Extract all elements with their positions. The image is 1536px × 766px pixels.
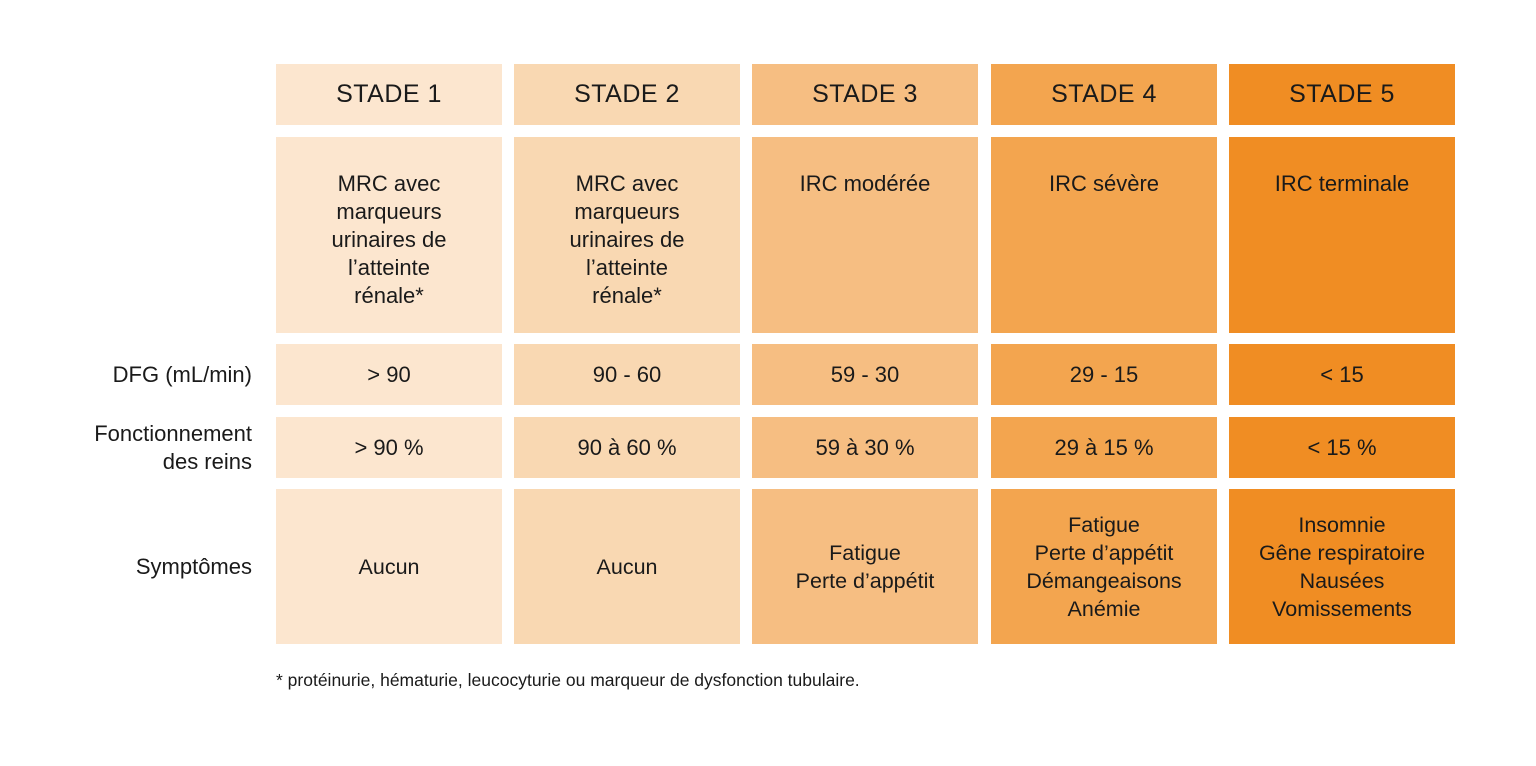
stage-fonctionnement-value: > 90 % [354, 434, 424, 460]
stage-4-dfg [991, 344, 1217, 405]
stage-1-fonctionnement [276, 417, 502, 478]
stage-symptom-line: Fatigue [829, 540, 901, 565]
stage-symptom-line: Perte d’appétit [795, 568, 935, 593]
stage-description-line: l’atteinte [348, 255, 430, 280]
stage-1-dfg [276, 344, 502, 405]
stage-symptom-line: Démangeaisons [1026, 568, 1182, 593]
row-label-dfg [113, 344, 252, 405]
stage-symptom-line: Nausées [1299, 568, 1385, 593]
stage-2-description [514, 137, 740, 333]
stage-fonctionnement-value: 90 à 60 % [577, 434, 677, 460]
stage-description-line: IRC terminale [1274, 171, 1410, 196]
stage-dfg-value: 90 - 60 [592, 361, 662, 387]
row-label-symptomes [136, 489, 252, 644]
stage-3-description [752, 137, 978, 333]
stage-header-label: STADE 2 [574, 80, 680, 108]
stage-5-description [1229, 137, 1455, 333]
stage-5-symptomes [1229, 489, 1455, 644]
stage-symptom-line: Anémie [1067, 596, 1141, 621]
stage-3-header [752, 64, 978, 125]
stage-fonctionnement-value: < 15 % [1307, 434, 1377, 460]
stage-5-header [1229, 64, 1455, 125]
stage-2-fonctionnement [514, 417, 740, 478]
row-label-line: Symptômes [135, 553, 252, 579]
row-label-line: Fonctionnement [94, 420, 252, 446]
stage-4-fonctionnement [991, 417, 1217, 478]
stage-description-line: marqueurs [574, 199, 680, 224]
stage-5-fonctionnement [1229, 417, 1455, 478]
stage-description-line: l’atteinte [586, 255, 668, 280]
stage-dfg-value: > 90 [367, 361, 411, 387]
stage-description-line: urinaires de [569, 227, 685, 252]
stage-dfg-value: 29 - 15 [1069, 361, 1139, 387]
row-label-fonctionnement [94, 417, 252, 478]
stage-description-line: rénale* [592, 283, 662, 308]
stage-4-description [991, 137, 1217, 333]
stage-1-description [276, 137, 502, 333]
stage-description-line: IRC sévère [1048, 171, 1160, 196]
stage-symptom-line: Gêne respiratoire [1258, 540, 1426, 565]
row-label-line: DFG (mL/min) [112, 361, 252, 387]
stage-symptom-line: Aucun [358, 554, 420, 579]
stage-4-header [991, 64, 1217, 125]
stage-4-symptomes [991, 489, 1217, 644]
stage-description-line: marqueurs [336, 199, 442, 224]
stage-description-line: MRC avec [575, 171, 679, 196]
stage-2-symptomes [514, 489, 740, 644]
stage-fonctionnement-value: 29 à 15 % [1054, 434, 1154, 460]
stage-5-dfg [1229, 344, 1455, 405]
stage-description-line: urinaires de [331, 227, 447, 252]
footnote: * protéinurie, hématurie, leucocyturie ou marqueur de dysfonction tubulaire. [276, 670, 860, 690]
stage-symptom-line: Fatigue [1068, 512, 1140, 537]
stage-2-dfg [514, 344, 740, 405]
stage-header-label: STADE 1 [336, 80, 442, 108]
stage-3-symptomes [752, 489, 978, 644]
stage-symptom-line: Insomnie [1298, 512, 1386, 537]
stage-1-symptomes [276, 489, 502, 644]
stage-1-header [276, 64, 502, 125]
stage-fonctionnement-value: 59 à 30 % [815, 434, 915, 460]
stage-header-label: STADE 3 [812, 80, 918, 108]
row-label-line: des reins [162, 448, 252, 474]
stage-symptom-line: Vomissements [1272, 596, 1412, 621]
stage-symptom-line: Aucun [596, 554, 658, 579]
stage-3-dfg [752, 344, 978, 405]
stage-2-header [514, 64, 740, 125]
stage-header-label: STADE 5 [1289, 80, 1395, 108]
stage-description-line: MRC avec [337, 171, 441, 196]
stage-symptom-line: Perte d’appétit [1034, 540, 1174, 565]
stage-3-fonctionnement [752, 417, 978, 478]
stage-description-line: rénale* [354, 283, 424, 308]
stage-header-label: STADE 4 [1051, 80, 1157, 108]
stage-dfg-value: < 15 [1320, 361, 1364, 387]
stage-description-line: IRC modérée [799, 171, 931, 196]
stage-dfg-value: 59 - 30 [830, 361, 900, 387]
